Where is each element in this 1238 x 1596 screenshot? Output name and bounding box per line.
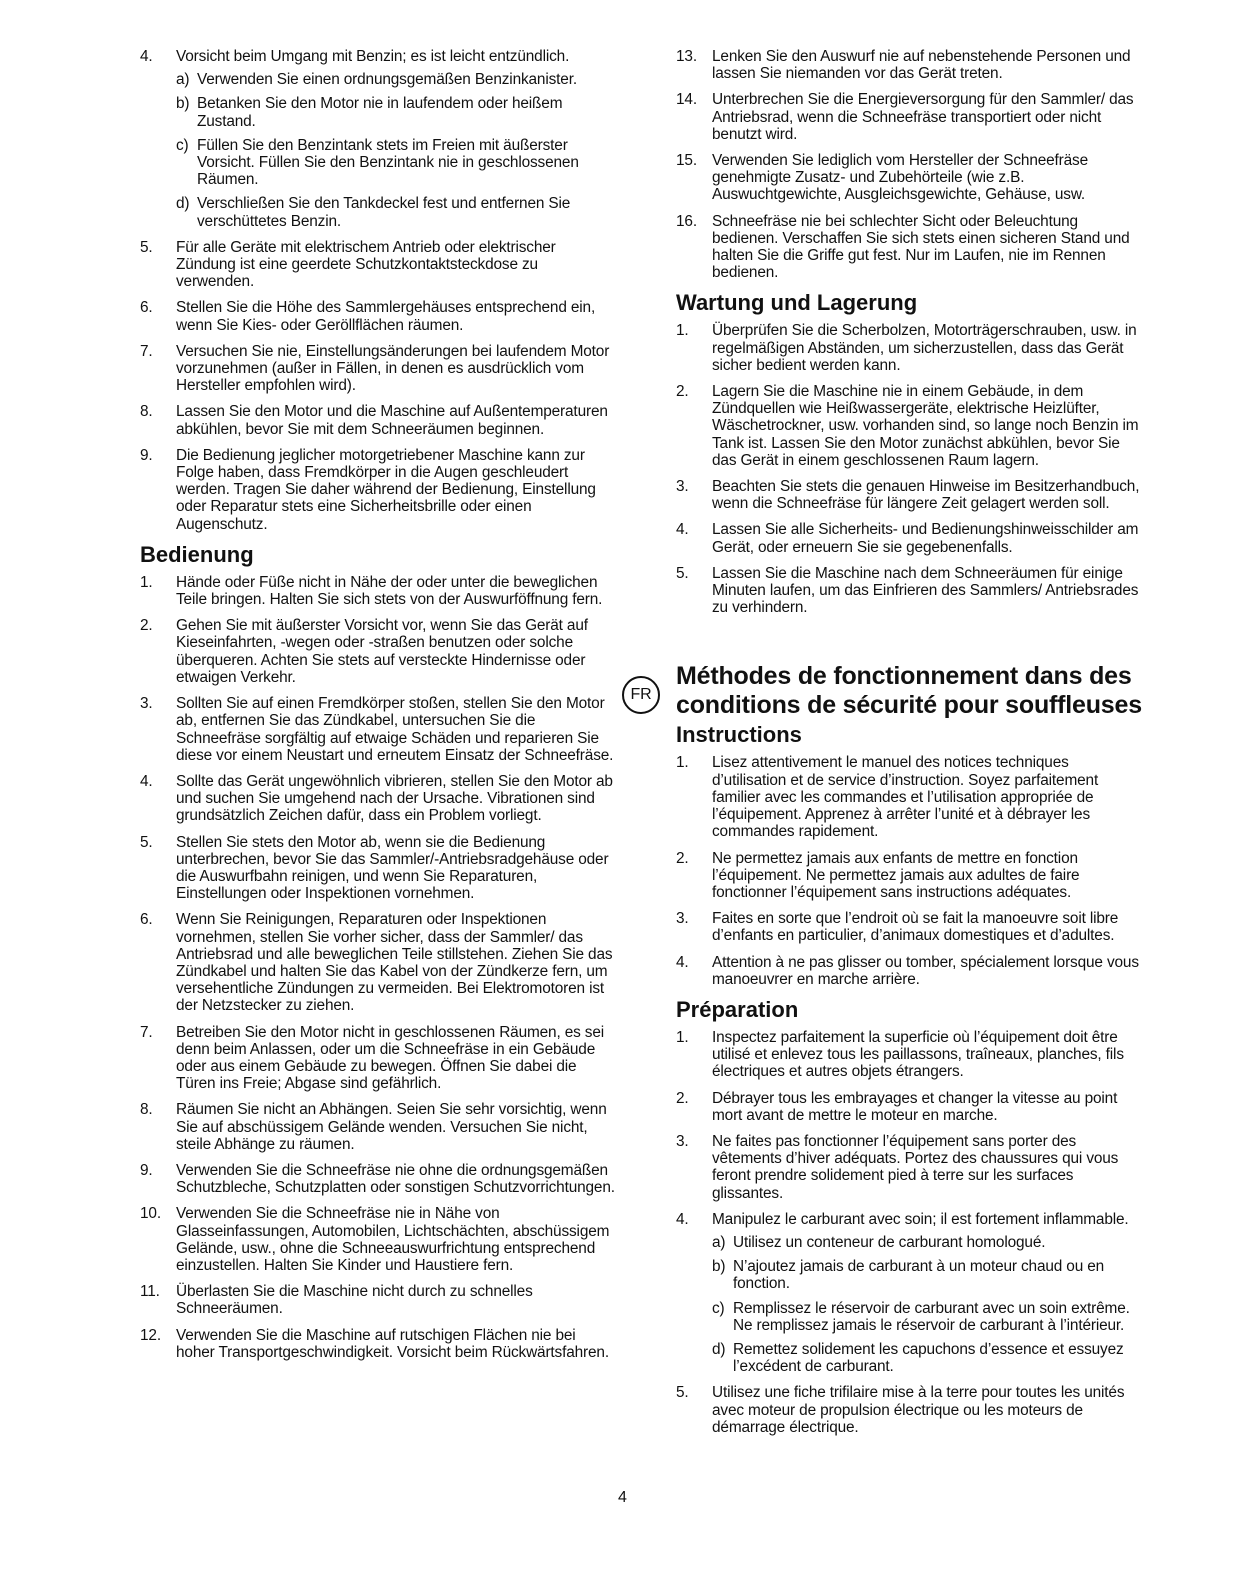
list-item bbox=[676, 1384, 1146, 1436]
list-item bbox=[140, 1024, 618, 1093]
item-number: 3. bbox=[676, 478, 689, 496]
list-item bbox=[676, 383, 1146, 469]
item-number: 8. bbox=[140, 403, 153, 421]
sub-item-text: N’ajoutez jamais de carburant à un moteur chaud ou en fonction. bbox=[733, 1258, 1105, 1293]
item-number: 4. bbox=[676, 953, 689, 971]
list-item bbox=[676, 910, 1146, 944]
item-text: Sollte das Gerät ungewöhnlich vibrieren, stellen Sie den Motor ab und suchen Sie umgehend nach der Ursache. Vibrationen sind grundsätzlich Zeichen dafür, dass ein Problem vorliegt. bbox=[176, 772, 613, 825]
list-item bbox=[140, 299, 618, 333]
list-item bbox=[676, 850, 1146, 902]
item-text: Überlasten Sie die Maschine nicht durch zu schnelles Schneeräumen. bbox=[176, 1283, 533, 1318]
list-item bbox=[676, 322, 1146, 374]
sub-item-letter: d) bbox=[176, 195, 190, 213]
item-text: Räumen Sie nicht an Abhängen. Seien Sie sehr vorsichtig, wenn Sie auf abschüssigem Gelände wenden. Versuchen Sie nicht, steile Abhänge zu räumen. bbox=[176, 1101, 607, 1153]
sub-item-letter: b) bbox=[712, 1258, 726, 1276]
list-item bbox=[140, 574, 618, 608]
list-item bbox=[676, 754, 1146, 840]
item-text: Betreiben Sie den Motor nicht in geschlossenen Räumen, es sei denn beim Anlassen, oder um die Schneefräse in ein Gebäude oder aus einem Gebäude zu bewegen. Öffnen Sie dabei die Türen ins Freie; Abgase sind gefährlich. bbox=[176, 1023, 605, 1093]
item-text: Vorsicht beim Umgang mit Benzin; es ist leicht entzündlich. bbox=[176, 48, 570, 65]
item-text: Hände oder Füße nicht in Nähe der oder unter die beweglichen Teile bringen. Halten Sie sich stets von der Auswurföffnung fern. bbox=[176, 573, 603, 609]
list-item bbox=[676, 478, 1146, 512]
item-text: Verwenden Sie die Schneefräse nie in Nähe von Glasseinfassungen, Automobilen, Lichtschächten, abschüssigem Gelände, usw., ohne die Schneeauswurfrichtung entsprechend einzustellen. Halten Sie Kinder und Haustiere fern. bbox=[176, 1205, 610, 1274]
list-item bbox=[140, 1283, 618, 1317]
item-number: 15. bbox=[676, 152, 697, 170]
section-heading-instructions: Instructions bbox=[676, 722, 802, 748]
item-text: Unterbrechen Sie die Energieversorgung für den Sammler/ das Antriebsrad, wenn die Schneefräse transportiert oder nicht benutzt wird. bbox=[712, 91, 1134, 143]
item-number: 5. bbox=[676, 564, 689, 582]
item-number: 16. bbox=[676, 212, 697, 230]
sub-item-text: Remettez solidement les capuchons d’essence et essuyez l’excédent de carburant. bbox=[733, 1340, 1124, 1376]
item-number: 3. bbox=[140, 695, 153, 713]
sub-item-text: Betanken Sie den Motor nie in laufendem oder heißem Zustand. bbox=[197, 95, 563, 130]
list-item bbox=[676, 954, 1146, 988]
item-text: Gehen Sie mit äußerster Vorsicht vor, wenn Sie das Gerät auf Kieseinfahrten, -wegen oder -straßen benutzen oder solche überqueren. Achten Sie stets auf versteckte Hindernisse oder etwaigen Verkehr. bbox=[176, 617, 588, 686]
list-item bbox=[140, 617, 618, 686]
item-number: 4. bbox=[676, 1210, 689, 1228]
language-badge-fr: FR bbox=[622, 676, 660, 714]
sub-item-text: Verschließen Sie den Tankdeckel fest und entfernen Sie verschüttetes Benzin. bbox=[197, 195, 571, 230]
list-item bbox=[140, 1101, 618, 1153]
sub-item-text: Füllen Sie den Benzintank stets im Freien mit äußerster Vorsicht. Füllen Sie den Benzintank nie in geschlossenen Räumen. bbox=[197, 136, 579, 189]
item-number: 2. bbox=[676, 1089, 689, 1107]
list-item bbox=[676, 1090, 1146, 1124]
list-item bbox=[676, 1211, 1146, 1376]
item-number: 2. bbox=[676, 849, 689, 867]
item-number: 7. bbox=[140, 1023, 153, 1041]
section-heading-wartung: Wartung und Lagerung bbox=[676, 290, 918, 316]
item-number: 3. bbox=[676, 910, 689, 928]
wartung-list bbox=[676, 322, 1146, 616]
list-item bbox=[140, 773, 618, 825]
item-number: 14. bbox=[676, 91, 697, 109]
item-text: Wenn Sie Reinigungen, Reparaturen oder Inspektionen vornehmen, stellen Sie vorher sicher, dass der Sammler/ das Antriebsrad und alle beweglichen Teile stillstehen. Ziehen Sie das Zündkabel und halten Sie das Kabel von der Zündkerze fern, um versehentliche Zündungen zu vermeiden. Bei Elektromotoren ist der Netzstecker zu ziehen. bbox=[176, 911, 613, 1015]
item-number: 11. bbox=[140, 1283, 160, 1301]
item-text: Für alle Geräte mit elektrischem Antrieb oder elektrischer Zündung ist eine geerdete Schutzkontaktsteckdose zu verwenden. bbox=[176, 238, 556, 291]
sub-item-letter: a) bbox=[176, 71, 190, 89]
item-number: 6. bbox=[140, 299, 153, 317]
item-text: Lassen Sie die Maschine nach dem Schneeräumen für einige Minuten laufen, um das Einfrieren des Sammlers/ Antriebsrades zu verhindern. bbox=[712, 564, 1139, 617]
french-title-line-1: Méthodes de fonctionnement dans des bbox=[676, 662, 1132, 691]
sub-item bbox=[676, 1300, 1146, 1334]
list-item bbox=[140, 834, 618, 903]
list-item bbox=[140, 447, 618, 533]
continuation-list bbox=[676, 48, 1146, 281]
sub-item bbox=[140, 71, 618, 88]
list-item bbox=[676, 1133, 1146, 1202]
item-text: Manipulez le carburant avec soin; il est fortement inflammable. bbox=[712, 1210, 1129, 1228]
sub-item bbox=[140, 137, 618, 189]
item-number: 1. bbox=[140, 573, 153, 591]
item-number: 4. bbox=[140, 48, 153, 65]
item-number: 1. bbox=[676, 1028, 689, 1046]
page-number: 4 bbox=[618, 1489, 627, 1506]
list-item bbox=[676, 213, 1146, 282]
item-text: Faites en sorte que l’endroit où se fait la manoeuvre soit libre d’enfants en particulier, d’animaux domestiques et d’adultes. bbox=[712, 910, 1119, 945]
list-item bbox=[676, 1029, 1146, 1081]
item-number: 5. bbox=[140, 238, 153, 256]
item-number: 1. bbox=[676, 754, 689, 772]
list-item bbox=[140, 48, 618, 230]
item-number: 12. bbox=[140, 1326, 161, 1344]
preparation-list bbox=[676, 1029, 1146, 1436]
item-text: Inspectez parfaitement la superficie où l’équipement doit être utilisé et enlevez tous les paillassons, traîneaux, planches, fils électriques et autres objets étrangers. bbox=[712, 1028, 1124, 1081]
item-number: 5. bbox=[676, 1384, 689, 1402]
list-item bbox=[676, 91, 1146, 143]
sub-item-letter: b) bbox=[176, 95, 190, 113]
list-item bbox=[140, 911, 618, 1014]
sub-item-text: Utilisez un conteneur de carburant homologué. bbox=[733, 1233, 1046, 1251]
item-text: Débrayer tous les embrayages et changer la vitesse au point mort avant de mettre le moteur en marche. bbox=[712, 1089, 1118, 1124]
list-item bbox=[676, 521, 1146, 555]
list-item bbox=[676, 565, 1146, 617]
item-text: Lagern Sie die Maschine nie in einem Gebäude, in dem Zündquellen wie Heißwassergeräte, elektrische Heizlüfter, Wäschetrockner, usw. vorhanden sind, so lange noch Benzin im Tank ist. Lassen Sie den Motor zunächst abkühlen, bevor Sie das Gerät in einem geschlossenen Raum lagern. bbox=[712, 383, 1139, 469]
sub-item bbox=[676, 1341, 1146, 1375]
item-number: 13. bbox=[676, 48, 697, 65]
list-item bbox=[140, 403, 618, 437]
item-text: Die Bedienung jeglicher motorgetriebener Maschine kann zur Folge haben, dass Fremdkörper in die Augen geschleudert werden. Tragen Sie daher während der Bedienung, Einstellung oder Reparatur stets eine Sicherheitsbrille oder einen Augenschutz. bbox=[176, 446, 596, 533]
list-item bbox=[140, 343, 618, 395]
item-text: Attention à ne pas glisser ou tomber, spécialement lorsque vous manoeuvrer en marche arrière. bbox=[712, 953, 1139, 988]
list-item bbox=[140, 695, 618, 764]
item-text: Lassen Sie alle Sicherheits- und Bedienungshinweisschilder am Gerät, oder erneuern Sie sie gegebenenfalls. bbox=[712, 521, 1139, 556]
item-number: 7. bbox=[140, 342, 153, 360]
sub-item-letter: c) bbox=[712, 1299, 725, 1317]
sub-item bbox=[140, 95, 618, 129]
item-text: Lenken Sie den Auswurf nie auf nebenstehende Personen und lassen Sie niemanden vor das Gerät treten. bbox=[712, 48, 1131, 83]
item-number: 2. bbox=[140, 617, 153, 635]
list-item bbox=[140, 1327, 618, 1361]
item-text: Ne faites pas fonctionner l’équipement sans porter des vêtements d’hiver adéquats. Portez des chaussures qui vous feront prendre solidement pied à terre sur les surfaces glissantes. bbox=[712, 1132, 1119, 1202]
item-text: Lassen Sie den Motor und die Maschine auf Außentemperaturen abkühlen, bevor Sie mit dem Schneeräumen beginnen. bbox=[176, 403, 608, 438]
section-heading-bedienung: Bedienung bbox=[140, 541, 254, 567]
sub-item-letter: d) bbox=[712, 1340, 726, 1358]
item-text: Ne permettez jamais aux enfants de mettre en fonction l’équipement. Ne permettez jamais aux adultes de faire fonctionner l’équipement sans instructions adéquates. bbox=[712, 849, 1080, 901]
sub-item-letter: a) bbox=[712, 1233, 726, 1251]
right-column bbox=[630, 48, 1146, 1445]
item-text: Schneefräse nie bei schlechter Sicht oder Beleuchtung bedienen. Verschaffen Sie sich stets einen sicheren Stand und halten Sie die Griffe gut fest. Nur im Laufen, nie im Rennen bedienen. bbox=[712, 212, 1130, 282]
left-column bbox=[140, 48, 618, 1370]
item-number: 9. bbox=[140, 1161, 153, 1179]
sub-item bbox=[676, 1234, 1146, 1251]
item-text: Überprüfen Sie die Scherbolzen, Motorträgerschrauben, usw. in regelmäßigen Abständen, um sicherzustellen, dass das Gerät sicher bedient werden kann. bbox=[712, 322, 1137, 374]
section-heading-preparation: Préparation bbox=[676, 996, 799, 1022]
french-title-line-2: conditions de sécurité pour souffleuses bbox=[676, 691, 1142, 720]
item-text: Utilisez une fiche trifilaire mise à la terre pour toutes les unités avec moteur de propulsion électrique ou les moteurs de démarrage électrique. bbox=[712, 1384, 1125, 1436]
item-number: 1. bbox=[676, 322, 689, 340]
bedienung-list bbox=[140, 574, 618, 1361]
item-text: Sollten Sie auf einen Fremdkörper stoßen, stellen Sie den Motor ab, entfernen Sie das Zündkabel, untersuchen Sie die Schneefräse sorgfältig auf etwaige Schäden und reparieren Sie diese vor einem Neustart und erneutem Einsatz der Schneefräse. bbox=[176, 695, 614, 764]
item-number: 8. bbox=[140, 1101, 153, 1119]
fuel-safety-list bbox=[140, 48, 618, 533]
item-number: 5. bbox=[140, 833, 153, 851]
item-text: Stellen Sie die Höhe des Sammlergehäuses entsprechend ein, wenn Sie Kies- oder Geröllflächen räumen. bbox=[176, 299, 596, 334]
item-text: Verwenden Sie lediglich vom Hersteller der Schneefräse genehmigte Zusatz- und Zubehörteile (wie z.B. Auswuchtgewichte, Ausgleichsgewichte, Gehäuse, usw. bbox=[712, 152, 1089, 204]
sub-item bbox=[676, 1258, 1146, 1292]
item-number: 2. bbox=[676, 383, 689, 401]
item-number: 6. bbox=[140, 911, 153, 929]
item-text: Verwenden Sie die Maschine auf rutschigen Flächen nie bei hoher Transportgeschwindigkeit. Vorsicht beim Rückwärtsfahren. bbox=[176, 1326, 609, 1361]
item-text: Versuchen Sie nie, Einstellungsänderungen bei laufendem Motor vorzunehmen (außer in Fällen, in denen es ausdrücklich vom Hersteller empfohlen wird). bbox=[176, 342, 610, 395]
french-section-title bbox=[630, 662, 1146, 720]
sub-item bbox=[140, 195, 618, 229]
item-text: Beachten Sie stets die genauen Hinweise im Besitzerhandbuch, wenn die Schneefräse für längere Zeit gelagert werden soll. bbox=[712, 478, 1140, 513]
list-item bbox=[140, 239, 618, 291]
list-item bbox=[676, 152, 1146, 204]
list-item bbox=[140, 1205, 618, 1274]
item-number: 4. bbox=[140, 772, 153, 790]
sub-item-text: Verwenden Sie einen ordnungsgemäßen Benzinkanister. bbox=[197, 71, 577, 89]
item-number: 10. bbox=[140, 1205, 161, 1223]
list-item bbox=[676, 48, 1146, 82]
sub-item-letter: c) bbox=[176, 136, 189, 154]
instructions-list bbox=[676, 754, 1146, 987]
item-text: Stellen Sie stets den Motor ab, wenn sie die Bedienung unterbrechen, bevor Sie das Sammler/-Antriebsradgehäuse oder die Auswurfbahn reinigen, und wenn Sie Reparaturen, Einstellungen oder Inspektionen vornehmen. bbox=[176, 833, 609, 903]
item-number: 4. bbox=[676, 521, 689, 539]
item-number: 3. bbox=[676, 1132, 689, 1150]
item-number: 9. bbox=[140, 446, 153, 464]
list-item bbox=[140, 1162, 618, 1196]
sub-item-text: Remplissez le réservoir de carburant avec un soin extrême. Ne remplissez jamais le réservoir de carburant à l’intérieur. bbox=[733, 1299, 1130, 1334]
item-text: Lisez attentivement le manuel des notices techniques d’utilisation et de service d’instruction. Soyez parfaitement familier avec les commandes et l’utilisation appropriée de l’équipement. Apprenez à arrêter l’unité et à débrayer les commandes rapidement. bbox=[712, 754, 1099, 841]
item-text: Verwenden Sie die Schneefräse nie ohne die ordnungsgemäßen Schutzbleche, Schutzplatten oder sonstigen Schutzvorrichtungen. bbox=[176, 1161, 615, 1197]
